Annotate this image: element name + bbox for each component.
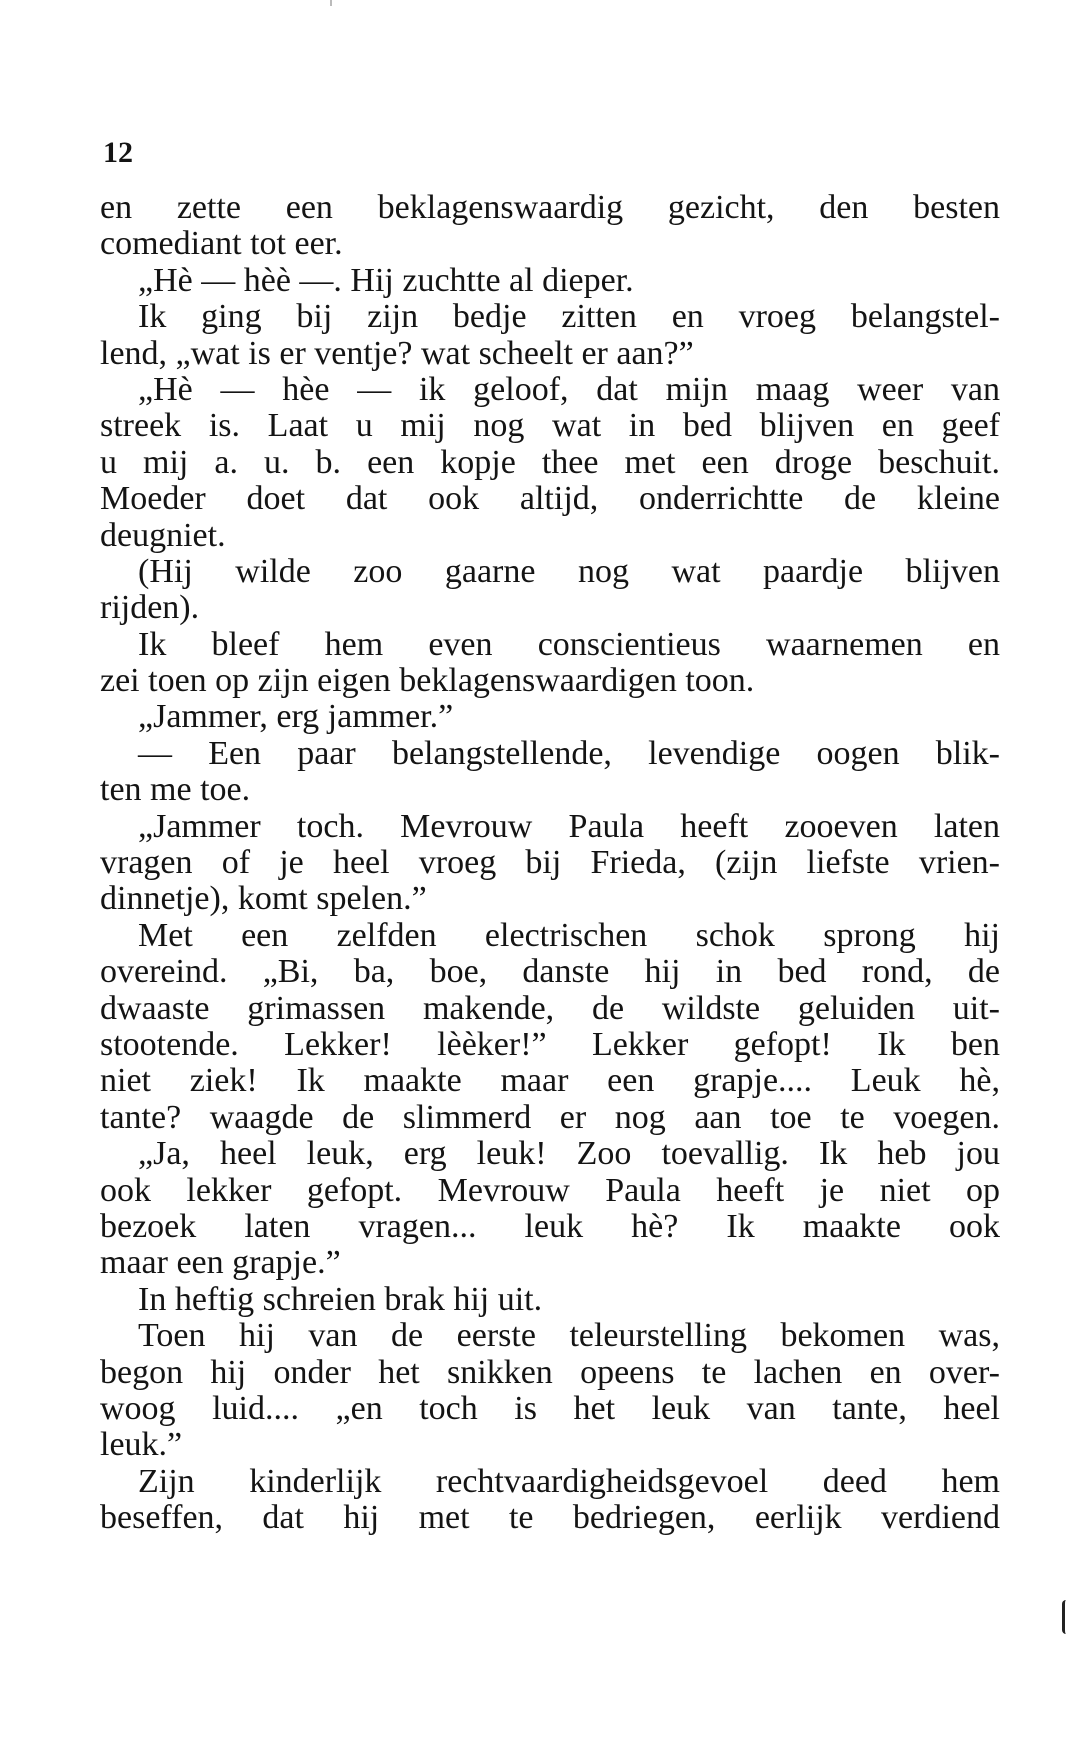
body-text (100, 190, 1000, 1536)
text-line: — Een paar belangstellende, levendige oogen blik- (138, 734, 1000, 772)
text-line: (Hij wilde zoo gaarne nog wat paardje blijven (138, 552, 1000, 590)
scan-mark (330, 0, 332, 6)
text-line: „Hè — hèè —. Hij zuchtte al dieper. (138, 261, 634, 299)
text-line: Ik ging bij zijn bedje zitten en vroeg belangstel- (138, 298, 1000, 336)
text-line: stootende. Lekker! lèèker!” Lekker gefopt! Ik ben (100, 1025, 1000, 1063)
text-line: Toen hij van de eerste teleurstelling bekomen was, (138, 1317, 1000, 1355)
text-line: Met een zelfden electrischen schok sprong hij (138, 916, 1000, 954)
text-line: lend, „wat is er ventje? wat scheelt er aan?” (100, 334, 694, 372)
text-line: „Jammer toch. Mevrouw Paula heeft zooeven laten (138, 807, 1000, 845)
text-line: niet ziek! Ik maakte maar een grapje.... Leuk hè, (100, 1062, 1000, 1100)
page-number: 12 (103, 136, 133, 169)
page-edge-bracket (1062, 1600, 1071, 1634)
text-line: tante? waagde de slimmerd er nog aan toe te voegen. (100, 1098, 1000, 1136)
text-line: beseffen, dat hij met te bedriegen, eerlijk verdiend (100, 1499, 1000, 1537)
text-line: begon hij onder het snikken opeens te lachen en over- (100, 1353, 1000, 1391)
text-line: streek is. Laat u mij nog wat in bed blijven en geef (100, 407, 1000, 445)
text-line: en zette een beklagenswaardig gezicht, den besten (100, 189, 1000, 226)
text-line: comediant tot eer. (100, 225, 343, 263)
text-line: rijden). (100, 589, 200, 627)
text-line: vragen of je heel vroeg bij Frieda, (zijn liefste vrien- (100, 844, 1000, 882)
text-line: overeind. „Bi, ba, boe, danste hij in bed rond, de (100, 953, 1000, 991)
text-line: „Ja, heel leuk, erg leuk! Zoo toevallig. Ik heb jou (138, 1135, 1000, 1173)
text-line: zei toen op zijn eigen beklagenswaardigen toon. (100, 662, 755, 700)
text-line: Ik bleef hem even conscientieus waarnemen en (138, 625, 1000, 663)
text-line: Zijn kinderlijk rechtvaardigheidsgevoel deed hem (138, 1462, 1000, 1500)
text-line: woog luid.... „en toch is het leuk van tante, heel (100, 1389, 1000, 1427)
text-line: „Hè — hèe — ik geloof, dat mijn maag weer van (138, 370, 1000, 408)
text-line: bezoek laten vragen... leuk hè? Ik maakte ook (100, 1207, 1000, 1245)
text-line: deugniet. (100, 516, 226, 554)
text-line: dinnetje), komt spelen.” (100, 880, 427, 918)
text-line: maar een grapje.” (100, 1244, 341, 1282)
text-line: u mij a. u. b. een kopje thee met een droge beschuit. (100, 443, 1000, 481)
text-line: dwaaste grimassen makende, de wildste geluiden uit- (100, 989, 1000, 1027)
text-line: „Jammer, erg jammer.” (138, 698, 454, 736)
text-line: In heftig schreien brak hij uit. (138, 1280, 543, 1318)
text-line: leuk.” (100, 1426, 183, 1464)
text-line: Moeder doet dat ook altijd, onderrichtte de kleine (100, 480, 1000, 518)
text-line: ten me toe. (100, 771, 251, 809)
text-line: ook lekker gefopt. Mevrouw Paula heeft je niet op (100, 1171, 1000, 1209)
